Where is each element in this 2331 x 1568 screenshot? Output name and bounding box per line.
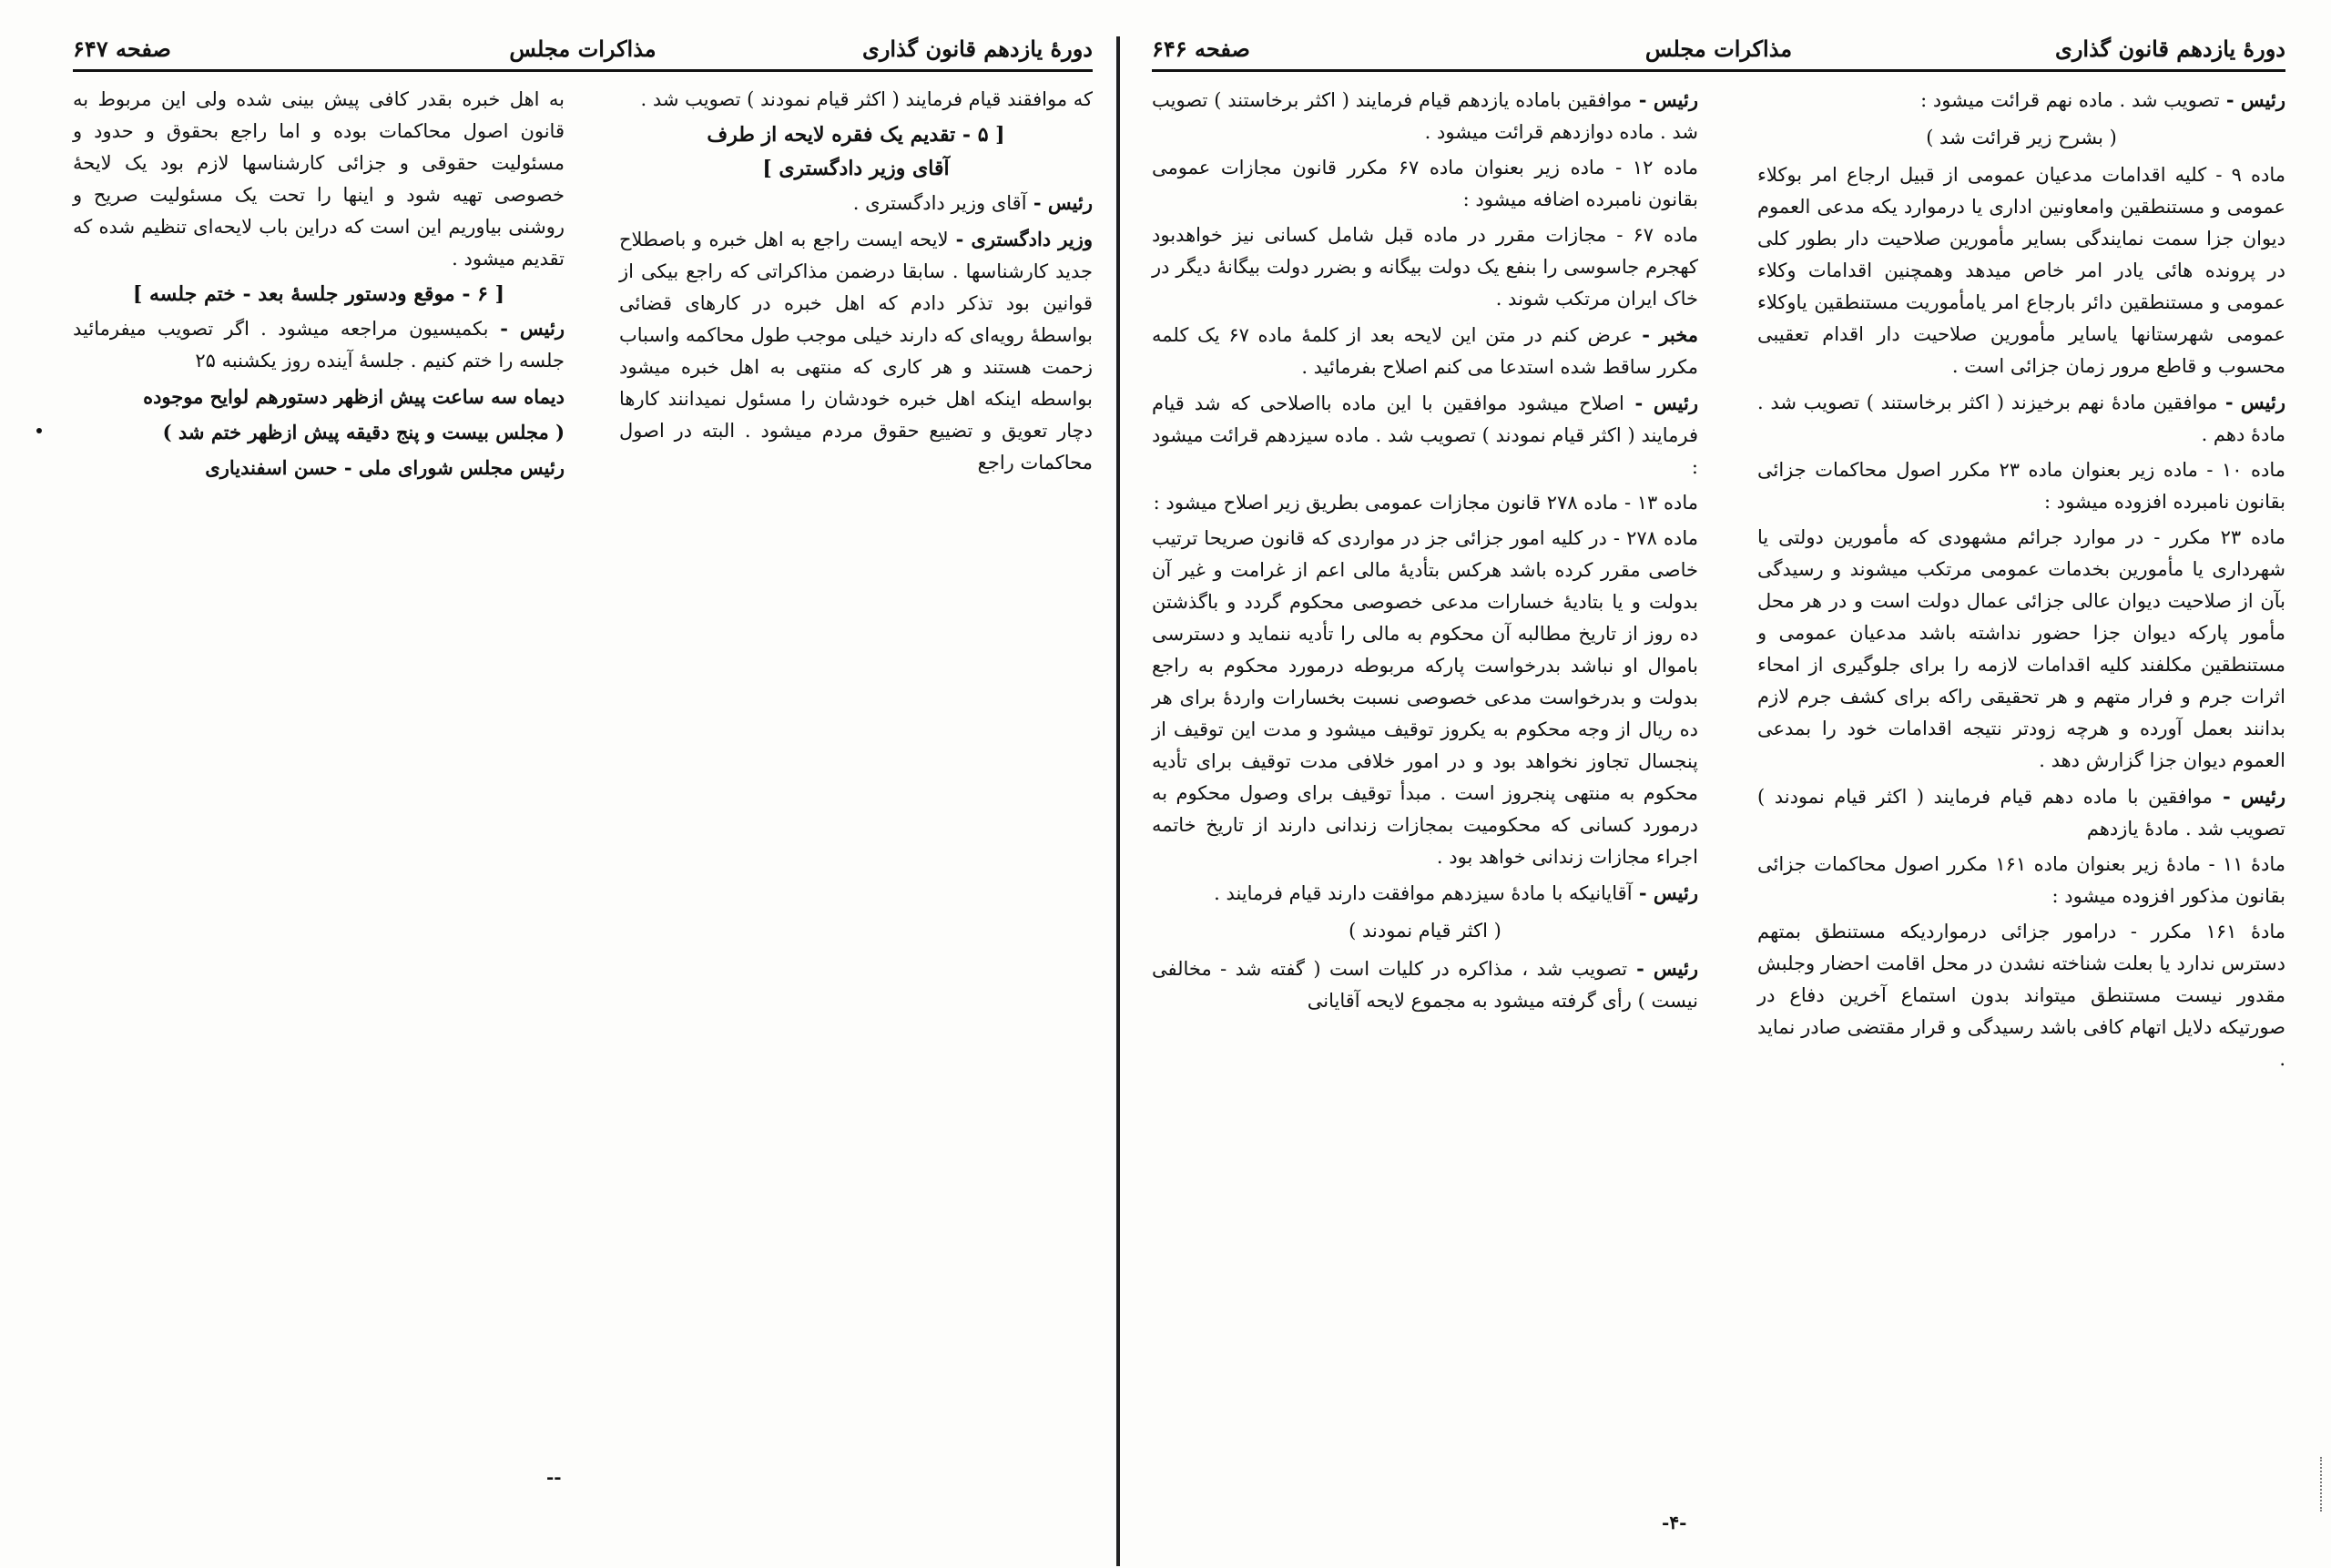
vote-result-line (1152, 915, 1698, 947)
paragraph (1152, 487, 1698, 519)
speaker-name: رئیس - (2212, 785, 2285, 808)
book-gutter (1116, 36, 1120, 1566)
paragraph (1757, 849, 2285, 912)
paragraph-text: موافقین با ماده دهم قیام فرمایند ( اکثر قیام نمودند ) تصویب شد . مادهٔ یازدهم (1757, 786, 2285, 840)
paragraph (1152, 387, 1698, 484)
paragraph-text: اصلاح میشود موافقین با این ماده بااصلاحی که شد قیام فرمایند ( اکثر قیام نمودند ) تصویب شد . ماده سیزدهم قرائت میشود : (1152, 392, 1698, 478)
speaker-name: رئیس - (2219, 88, 2285, 111)
page-footer-mark: -- (546, 1466, 562, 1488)
speaker-name: رئیس - (1627, 957, 1698, 980)
bold-line (73, 381, 565, 412)
paragraph-text: تصویب شد ، مذاکره در کلیات است ( گفته شد - مخالفی نیست ) رأی گرفته میشود به مجموع لایحه آقایانی (1152, 958, 1698, 1012)
scan-edge-mark (2320, 1457, 2325, 1512)
paragraph-text: که موافقند قیام فرمایند ( اکثر قیام نمودند ) تصویب شد . (640, 88, 1093, 110)
paragraph (1757, 84, 2285, 117)
text-column-left (1152, 84, 1698, 1021)
page-header (73, 27, 1093, 72)
paragraph-text: ماده ۲۳ مکرر - در موارد جرائم مشهودی که مأمورین دولتی یا شهرداری یا مأمورین بخدمات عمومی مرتکب میشوند و رسیدگی بآن از صلاحیت دیوان عالی جزائی عمال دولت است و در هر محل مأمور پارکه دیوان جزا حضور نداشته باشد مدعیان عمومی و مستنطقین مکلفند کلیه اقدامات لازمه را برای جلوگیری از امحاء اثرات جرم و فرار متهم و هر تحقیقی راکه برای کشف جرم لازم بدانند بعمل آورده و هرچه زودتر نتیجه اقدامات خود را بمدعی العموم دیوان جزا گزارش دهد . (1757, 526, 2286, 771)
paragraph-text: به اهل خبره بقدر کافی پیش بینی شده ولی این مربوط به قانون اصول محاکمات بوده و اما راجع بحقوق و حدود و مسئولیت حقوقی و جزائی کارشناسها لازم بود یک لایحهٔ خصوصی تهیه شود و اینها را تحت یک مسئولیت صریح و روشنی بیاوریم این است که دراین باب لایحه‌ای تنظیم شده که تقدیم میشود . (73, 88, 565, 270)
paragraph (1152, 877, 1698, 910)
section-heading (73, 279, 565, 311)
paragraph (1152, 219, 1698, 315)
paragraph-text: ( مجلس بیست و پنج دقیقه پیش ازظهر ختم شد ) (162, 421, 565, 443)
paragraph-text: تصویب شد . ماده نهم قرائت میشود : (1920, 89, 2220, 111)
paragraph (1152, 84, 1698, 148)
paragraph-text: لایحه ایست راجع به اهل خبره و باصطلاح جدید کارشناسها . سابقا درضمن مذاکراتی که راجع بیکی از قوانین بود تذکر دادم که اهل خبره در کارهای قضائی بواسطهٔ رویه‌ای که دارند خیلی موجب طول محاکمه واسباب زحمت هستند و هر کاری که منتهی به اهل خبره میشود بواسطه اینکه اهل خبره خودشان را مسئول نمیدانند کارها دچار تعویق و تضییع حقوق مردم میشود . البته در اصول محاکمات راجع (619, 229, 1093, 473)
paragraph (1757, 522, 2285, 777)
page-title: مذاکرات مجلس (509, 35, 657, 62)
paragraph (1152, 152, 1698, 216)
paragraph-text: بکمیسیون مراجعه میشود . اگر تصویب میفرمائید جلسه را ختم کنیم . جلسهٔ آینده روز یکشنبه ۲۵ (73, 318, 565, 372)
speaker-name: رئیس - (1632, 881, 1698, 904)
paragraph-text: [ ۵ - تقدیم یک فقره لایحه از طرف (707, 123, 1005, 147)
speaker-name: رئیس - (1632, 88, 1698, 111)
speaker-name: وزیر دادگستری - (948, 228, 1093, 250)
paragraph (73, 312, 565, 377)
paragraph (1757, 780, 2285, 845)
paragraph (73, 84, 565, 275)
paragraph (1757, 454, 2285, 518)
text-column-left (73, 84, 565, 487)
speaker-name: رئیس - (2217, 391, 2285, 413)
paragraph-text: مادهٔ ۱۱ - مادهٔ زیر بعنوان ماده ۱۶۱ مکرر اصول محاکمات جزائی بقانون مذکور افزوده میشود : (1757, 853, 2286, 907)
paragraph (619, 187, 1093, 219)
speaker-name: رئیس - (1026, 191, 1093, 214)
text-column-right (619, 84, 1093, 483)
paragraph-text: موافقین باماده یازدهم قیام فرمایند ( اکثر برخاستند ) تصویب شد . ماده دوازدهم قرائت میشود . (1152, 89, 1698, 143)
paragraph (619, 223, 1093, 479)
paragraph-text: عرض کنم در متن این لایحه بعد از کلمهٔ ماده ۶۷ یک کلمه مکرر ساقط شده استدعا می کنم اصلاح بفرمائید . (1152, 324, 1698, 378)
section-heading (619, 153, 1093, 185)
paragraph-text: ماده ۹ - کلیه اقدامات مدعیان عمومی از قبیل ارجاع امر بوکلاء عمومی و مستنطقین وامعاونین اداری یا درموارد یکه مدعی العموم دیوان جزا سمت نمایندگی بسایر مأمورین صلاحیت دار بطور کلی در پرونده هائی یادر امر خاص میدهد وهمچنین اقدامات وکلاء عمومی و مستنطقین دائر بارجاع امر یامأموریت مستنطقین یاوکلاء عمومی شهرستانها یاسایر مأمورین صلاحیت دار اقدام تعقیبی محسوب و قاطع مرور زمان جزائی است . (1757, 164, 2285, 377)
paragraph-text: ماده ۱۲ - ماده زیر بعنوان ماده ۶۷ مکرر قانون مجازات عمومی بقانون نامبرده اضافه میشود : (1152, 157, 1699, 210)
vote-result-line (1757, 122, 2285, 154)
paragraph (1757, 916, 2285, 1075)
paragraph (1152, 319, 1698, 383)
paragraph-text: مادهٔ ۱۶۱ مکرر - درامور جزائی درمواردیکه مستنطق بمتهم دسترس ندارد یا بعلت شناخته نشدن در محل اقامت احضار وجلبش مقدور نیست مستنطق میتواند بدون استماع آخرین دفاع در صورتیکه دلایل اتهام کافی باشد رسیدگی و قرار مقتضی صادر نماید . (1757, 921, 2285, 1070)
bold-line (73, 452, 565, 484)
paragraph-text: دیماه سه ساعت پیش ازظهر دستورهم لوایح موجوده (143, 385, 565, 408)
paragraph-text: موافقین مادهٔ نهم برخیزند ( اکثر برخاستند ) تصویب شد . مادهٔ دهم . (1757, 392, 2285, 445)
speaker-name: مخبر - (1632, 323, 1698, 346)
paragraph-text: ماده ۱۰ - ماده زیر بعنوان ماده ۲۳ مکرر اصول محاکمات جزائی بقانون نامبرده افزوده میشود : (1757, 459, 2285, 513)
speaker-name: رئیس - (488, 317, 565, 340)
paragraph-text: آقایانیکه با مادهٔ سیزدهم موافقت دارند قیام فرمایند . (1214, 882, 1633, 904)
page-647 (73, 27, 1093, 1539)
section-heading (619, 119, 1093, 151)
paragraph (1152, 952, 1698, 1017)
paragraph (1757, 386, 2285, 451)
paragraph-text: ( اکثر قیام نمودند ) (1349, 920, 1501, 942)
paragraph (1757, 159, 2285, 382)
page-header (1152, 27, 2285, 72)
paragraph-text: [ ۶ - موقع ودستور جلسهٔ بعد - ختم جلسه ] (132, 282, 505, 306)
page-646 (1152, 27, 2285, 1539)
page-series-title: دورهٔ یازدهم قانون گذاری (862, 35, 1093, 62)
margin-dot (36, 428, 42, 433)
speaker-name: رئیس - (1624, 392, 1699, 414)
page-number-label: صفحه ۶۴۶ (1152, 35, 1250, 62)
bold-line (73, 416, 565, 448)
paragraph-text: ماده ۶۷ - مجازات مقرر در ماده قبل شامل کسانی نیز خواهدبود کهجرم جاسوسی را بنفع یک دولت بیگانه و بضرر دولت بیگانهٔ دیگر در خاک ایران مرتکب شوند . (1152, 224, 1698, 310)
page-number-label: صفحه ۶۴۷ (73, 35, 171, 62)
paragraph (1152, 523, 1698, 873)
paragraph-text: رئیس مجلس شورای ملی - حسن اسفندیاری (205, 456, 565, 479)
text-column-right (1757, 84, 2285, 1079)
paragraph-text: آقای وزیر دادگستری ] (762, 157, 950, 180)
paragraph (619, 84, 1093, 116)
page-footer-mark: -۴- (1662, 1512, 1687, 1533)
paragraph-text: ( بشرح زیر قرائت شد ) (1926, 127, 2117, 148)
paragraph-text: ماده ۲۷۸ - در کلیه امور جزائی جز در مواردی که قانون صریحا ترتیب خاصی مقرر کرده باشد هرکس بتأدیهٔ مالی اعم از غرامت و غیر آن بدولت و یا بتادیهٔ خسارات مدعی خصوصی محکوم گردد و باگذشتن ده روز از تاریخ مطالبه آن محکوم به مالی را تأدیه ننماید و دسترسی باموال او نباشد بدرخواست پارکه مربوطه درمورد محکوم به راجع بدولت و بدرخواست مدعی خصوصی نسبت بخسارات واردهٔ برای هر ده ریال از وجه محکوم به یکروز توقیف میشود و مدت این توقیف از پنجسال تجاوز نخواهد بود و در امور خلافی مدت توقیف برای تأدیه محکوم به منتهی پنجروز است . مبدأ توقیف برای وصول محکوم به درمورد کسانی که محکومیت بمجازات زندانی دارند از تاریخ خاتمه اجراء مجازات زندانی خواهد بود . (1152, 527, 1698, 868)
page-series-title: دورهٔ یازدهم قانون گذاری (2055, 35, 2285, 62)
page-title: مذاکرات مجلس (1644, 35, 1793, 62)
paragraph-text: آقای وزیر دادگستری . (852, 192, 1027, 214)
paragraph-text: ماده ۱۳ - ماده ۲۷۸ قانون مجازات عمومی بطریق زیر اصلاح میشود : (1153, 492, 1698, 514)
